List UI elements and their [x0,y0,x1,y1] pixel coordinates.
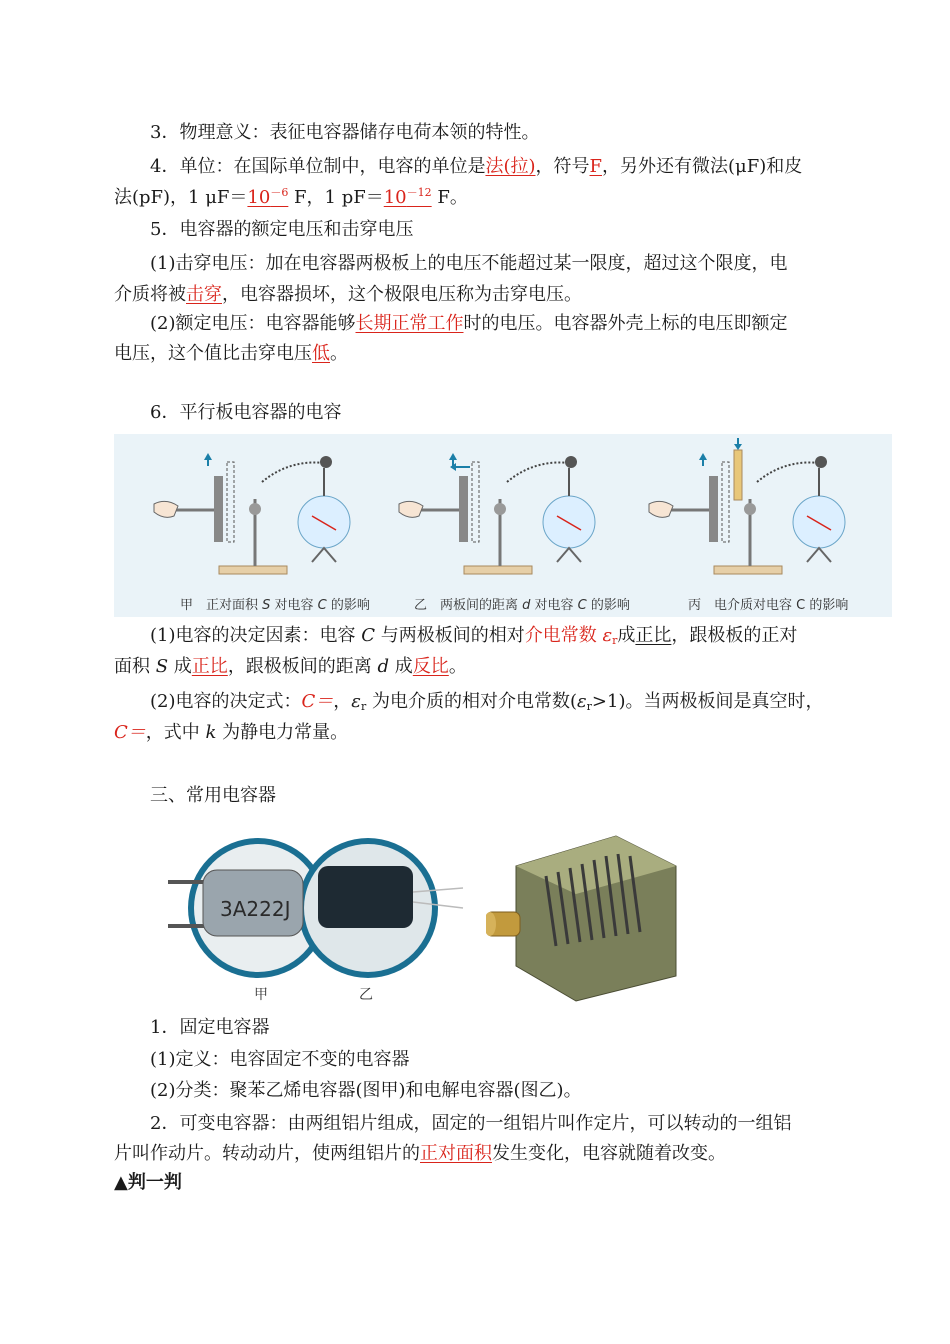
para-formula-cont: C＝，式中 k 为静电力常量。 [114,722,349,743]
label-jia: 甲 [254,987,268,1003]
answer-dielectric: 介电常数 $\varepsilon_r$ [524,625,618,647]
answer-1e-6: $10^{-6}$ [247,186,289,208]
figure-fixed-capacitors [168,830,468,1010]
heading-judge: ▲判一判 [114,1172,182,1193]
figure-parallel-plate-experiments [114,434,892,617]
para-rated-voltage: (2)额定电压：电容器能够长期正常工作时的电压。电容器外壳上标的电压即额定 [150,313,788,334]
caption-yi: 乙 两板间的距离 d 对电容 C 的影响 [414,598,630,613]
capacitor-marking: 3A222J [220,897,291,921]
para-fixed-types: (2)分类：聚苯乙烯电容器(图甲)和电解电容器(图乙)。 [150,1080,582,1101]
section-common-capacitors: 三、常用电容器 [150,785,276,806]
para-formula: (2)电容的决定式：C＝，$\varepsilon_r$ 为电介质的相对介电常数$(\varepsilon_r>1)$。当两极板间是真空时， [150,691,824,713]
para-physical-meaning: 3．物理意义：表征电容器储存电荷本领的特性。 [150,122,540,143]
formula-c: C＝ [301,691,334,712]
para-fixed-definition: (1)定义：电容固定不变的电容器 [150,1049,410,1070]
figure-variable-capacitor [486,826,692,1006]
answer-farad: 法(拉) [485,156,536,177]
experiment-illustration [114,434,892,617]
answer-proportional-2: 正比 [191,656,228,677]
para-variable-capacitor: 2．可变电容器：由两组铝片组成，固定的一组铝片叫作定片，可以转动的一组铝 [150,1113,792,1134]
answer-breakdown: 击穿 [186,284,222,305]
label-yi: 乙 [359,987,373,1003]
answer-proportional-1: 正比 [635,625,672,646]
caption-bing: 丙 电介质对电容 C 的影响 [688,598,849,613]
heading-fixed-capacitor: 1．固定电容器 [150,1017,270,1038]
para-rated-cont: 电压，这个值比击穿电压低。 [114,343,348,364]
answer-inverse: 反比 [412,656,449,677]
experiment-jia [154,453,350,574]
para-determining-cont: 面积 S 成正比，跟极板间的距离 d 成反比。 [114,656,467,677]
formula-c-vacuum: C＝ [114,722,146,743]
para-determining-factors: (1)电容的决定因素：电容 C 与两极板间的相对介电常数 $\varepsilon_r$成正比，跟极板的正对 [150,625,798,647]
para-unit: 4．单位：在国际单位制中，电容的单位是法(拉)，符号F，另外还有微法(μF)和皮 [150,156,803,177]
answer-facing-area: 正对面积 [420,1143,492,1164]
para-breakdown-cont: 介质将被击穿，电容器损坏，这个极限电压称为击穿电压。 [114,284,582,305]
answer-low: 低 [312,343,330,364]
heading-parallel-plate: 6．平行板电容器的电容 [150,402,342,423]
answer-symbol-f: F [589,156,602,177]
para-unit-cont: 法(pF)，1 $\mu F=10^{-6}$ F，1 $pF=10^{-12}$ F。 [114,186,468,208]
caption-jia: 甲 正对面积 S 对电容 C 的影响 [180,598,370,613]
para-breakdown-voltage: (1)击穿电压：加在电容器两极板上的电压不能超过某一限度，超过这个限度，电 [150,253,788,274]
heading-rated-voltage: 5．电容器的额定电压和击穿电压 [150,219,414,240]
answer-1e-12: $10^{-12}$ [383,186,432,208]
para-variable-cont: 片叫作动片。转动动片，使两组铝片的正对面积发生变化，电容就随着改变。 [114,1143,726,1164]
answer-long-term: 长期正常工作 [355,313,464,334]
